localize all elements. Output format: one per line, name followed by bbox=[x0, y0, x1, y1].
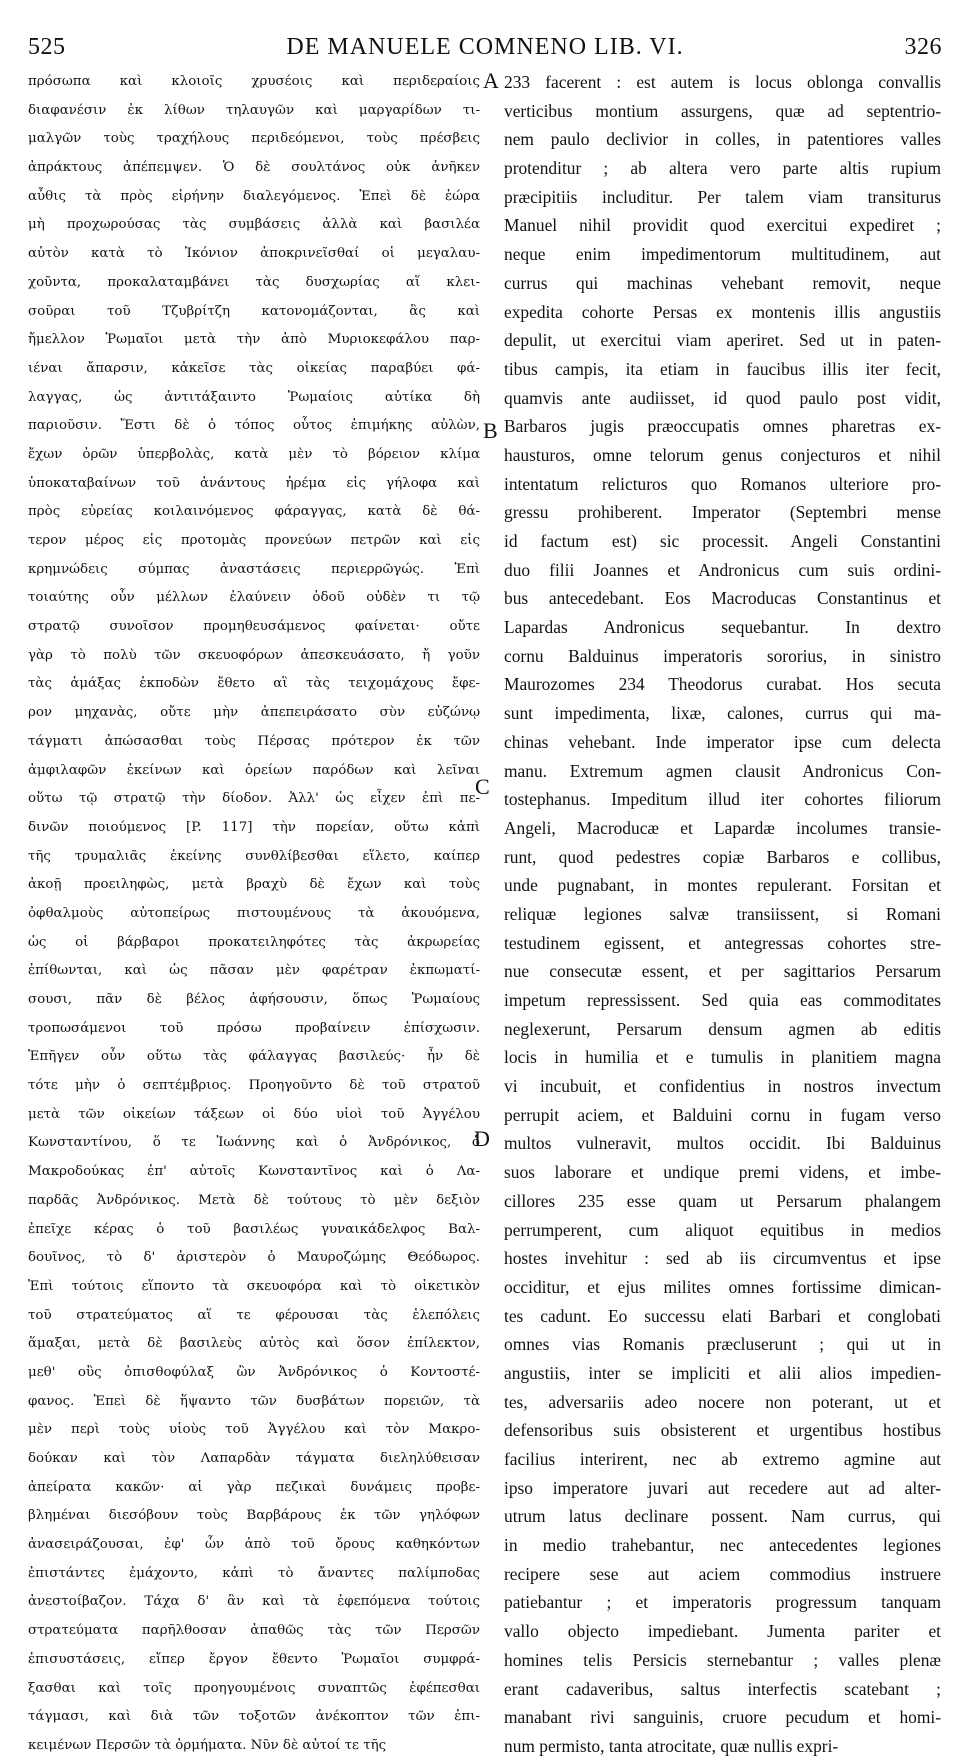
greek-text-line: πρόσωπα καὶ κλοιοῖς χρυσέοις καὶ περιδεραίοις bbox=[28, 74, 480, 89]
latin-text-line: gressu prohiberent. Imperator (Septembri mense bbox=[504, 502, 941, 523]
latin-text-line: tostephanus. Impeditum illud iter cohortes filiorum bbox=[504, 789, 941, 810]
latin-text-line: bus antecedebant. Eos Macroducas Constantinus et bbox=[504, 588, 941, 609]
latin-text-line: facilius interirent, nec ab extremo agmine aut bbox=[504, 1449, 941, 1469]
greek-text-column bbox=[28, 68, 480, 1761]
greek-text-line: ιέναι ἄπαρσιν, κἀκεῖσε τὰς οἰκείας παραβύει φά- bbox=[28, 360, 480, 376]
latin-text-line: manu. Extremum agmen clausit Andronicus Con- bbox=[504, 760, 941, 781]
latin-text-line: cornu Balduinus imperatoris sororius, in sinistro bbox=[504, 645, 941, 666]
latin-text-line: nem paulo declivior in colles, in patentiores valles bbox=[504, 129, 941, 150]
greek-text-line: ρον μηχανὰς, οὔτε μὴν ἀπεπειράσατο σὺν εὐζώνῳ bbox=[28, 705, 480, 721]
greek-text-line: παρδᾶς Ἀνδρόνικος. Μετὰ δὲ τούτους τὸ μὲν δεξιὸν bbox=[28, 1192, 480, 1208]
greek-text-line: τῆς τρυμαλιᾶς ἐκείνης συνθλίβεσθαι εἵλετο, καίπερ bbox=[28, 848, 480, 864]
greek-text-line: λαγγας, ὡς ἀντιτάξαιντο Ῥωμαίοις αὐτίκα δὴ bbox=[28, 389, 480, 405]
latin-text-line: vi incubuit, et confidentius in nostros invectum bbox=[504, 1076, 941, 1097]
greek-text-line: ἀμφιλαφῶν ἐκείνων καὶ ὀρείων παρόδων καὶ λεῖναι bbox=[28, 762, 480, 778]
latin-text-line: ipso imperatore juvari aut recedere aut ad alter- bbox=[504, 1477, 941, 1498]
greek-text-line: Κωνσταντίνου, ὅ τε Ἰωάννης καὶ ὁ Ἀνδρόνικος, ὁ bbox=[28, 1135, 480, 1151]
greek-text-line: τάγματι ἀπώσασθαι τοὺς Πέρσας πρότερον ἐκ τῶν bbox=[28, 733, 480, 749]
latin-text-line: tes cadunt. Eo successu elati Barbari et conglobati bbox=[504, 1305, 941, 1326]
latin-text-line: Angeli, Macroducæ et Lapardæ incolumes transie- bbox=[504, 817, 941, 838]
latin-text-line: suos laborare et undique premi videns, et imbe- bbox=[504, 1162, 941, 1183]
latin-text-line: tes, adversariis adeo nocere non poterant, ut et bbox=[504, 1391, 941, 1412]
latin-text-line: recipere sese aut aciem commodius instruere bbox=[504, 1563, 941, 1584]
latin-text-column bbox=[504, 68, 941, 1761]
latin-text-line: protenditur ; ab altera vero parte altis rupium bbox=[504, 158, 941, 179]
greek-text-line: μετὰ τῶν οἰκείων τάξεων οἱ δύο υἱοὶ τοῦ Ἀγγέλου bbox=[28, 1106, 480, 1122]
latin-text-line: neque enim impedimentorum multitudinem, aut bbox=[504, 244, 941, 265]
latin-text-line: intentatum relicturos quo Romanos ulteriore pro- bbox=[504, 473, 941, 494]
greek-text-line: σουσι, πᾶν δὲ βέλος ἀφήσουσιν, ὅπως Ῥωμαίους bbox=[28, 992, 480, 1007]
latin-text-line: unde pugnabant, in montes repulerant. Forsitan et bbox=[504, 875, 941, 896]
greek-text-line: ἐπεῖχε κέρας ὁ τοῦ βασιλέως γυναικάδελφος Βαλ- bbox=[28, 1221, 480, 1237]
greek-text-line: ἀνεστοίβαζον. Τάχα δ' ἂν καὶ τὰ ἑφεπόμενα τούτοις bbox=[28, 1594, 480, 1610]
latin-text-line: id factum est) sic processit. Angeli Constantini bbox=[504, 531, 941, 551]
greek-text-line: ἐπίθωνται, καὶ ὡς πᾶσαν μὲν φαρέτραν ἐκπωματί- bbox=[28, 963, 480, 979]
greek-text-line: αὖθις τὰ πρὸς εἰρήνην διαλεγόμενος. Ἐπεὶ δὲ ἑώρα bbox=[28, 188, 480, 204]
latin-text-line: locis in humilia et e tumulis in planitiem magna bbox=[504, 1047, 941, 1068]
latin-text-line: impetum repressissent. Sed quia eas commoditates bbox=[504, 990, 941, 1010]
greek-text-line: στρατεύματα παρῆλθοσαν ἀπαθῶς τὰς τῶν Περσῶν bbox=[28, 1623, 480, 1639]
latin-text-line: sunt impedimenta, lixæ, calones, currus qui ma- bbox=[504, 703, 941, 724]
greek-text-line: τροπωσάμενοι τοῦ πρόσω προβαίνειν ἐπίσχωσιν. bbox=[28, 1020, 480, 1036]
greek-text-line: κρημνώδεις σύμπας ἀναστάσεις περιερρῶγώς. Ἐπὶ bbox=[28, 561, 480, 577]
greek-text-line: οὕτω τῷ στρατῷ τὴν δίοδον. Ἀλλ' ὡς εἶχεν ἐπὶ πε- bbox=[28, 791, 480, 807]
latin-text-line: vallo objecto impediebant. Jumenta pariter et bbox=[504, 1621, 941, 1642]
greek-text-line: διαφανέσιν ἐκ λίθων τηλαυγῶν καὶ μαργαρίδων τι- bbox=[28, 102, 480, 118]
greek-text-line: ὡς οἱ βάρβαροι προκατειληφότες τὰς ἀκρωρείας bbox=[28, 934, 480, 950]
greek-text-line: δούκαν καὶ τὸν Λαπαρδὰν τάγματα διεληλύθεισαν bbox=[28, 1451, 480, 1466]
latin-text-line: runt, quod pedestres copiæ Barbaros e collibus, bbox=[504, 846, 941, 867]
latin-text-line: expedita cohorte Persas ex montenis illis angustiis bbox=[504, 301, 941, 322]
latin-text-line: angustiis, inter se impliciti et alii alios impedien- bbox=[504, 1362, 941, 1383]
greek-text-line: μὴ προχωρούσας τὰς συμβάσεις ἀλλὰ καὶ βασιλέα bbox=[28, 217, 480, 233]
margin-letter-b: B bbox=[483, 418, 498, 443]
latin-text-line: tibus campis, ita etiam in faucibus illis iter fecit, bbox=[504, 358, 941, 379]
greek-text-line: ἀνασειράζουσαι, ἐφ' ὧν ἀπὸ τοῦ ὄρους καθηκόντων bbox=[28, 1537, 480, 1553]
latin-text-line: manabant rivi sanguinis, cruore pecudum et homi- bbox=[504, 1707, 941, 1728]
latin-text-line: cillores 235 esse quam ut Persarum phalangem bbox=[504, 1190, 941, 1211]
latin-text-line: Barbaros jugis præoccupatis omnes pharetras ex- bbox=[504, 416, 941, 437]
margin-letter-a: A bbox=[483, 68, 499, 93]
latin-text-line: hausturos, omne telorum genus conjecturos et nihil bbox=[504, 444, 941, 465]
greek-text-line: ἅμαξαι, μετὰ δὲ βασιλεὺς αὐτὸς καὶ ὅσον ἐπίλεκτον, bbox=[28, 1336, 480, 1352]
latin-text-line: homines telis Persicis sternebantur ; valles plenæ bbox=[504, 1649, 941, 1670]
latin-text-line: verticibus montium assurgens, quæ ad septentrio- bbox=[504, 100, 941, 121]
latin-text-line: perrupit aciem, et Balduini cornu in fugam verso bbox=[504, 1104, 941, 1125]
greek-text-line: στρατῷ συνοῖσον προμηθευσάμενος φαίνεται· οὔτε bbox=[28, 619, 480, 635]
greek-text-line: ἔχων ὀρῶν ὑπερβολὰς, κατὰ μὲν τὸ βόρειον κλίμα bbox=[28, 446, 480, 462]
latin-text-line: testudinem egissent, et antegressas cohortes stre- bbox=[504, 932, 941, 953]
greek-text-line: ἤμελλον Ῥωμαῖοι μετὰ τὴν ἀπὸ Μυριοκεφάλου παρ- bbox=[28, 332, 480, 348]
greek-text-line: τότε μὴν ὁ σεπτέμβριος. Προηγοῦντο δὲ τοῦ στρατοῦ bbox=[28, 1078, 480, 1094]
page-number-right: 326 bbox=[904, 34, 942, 60]
greek-text-line: μὲν περὶ τοὺς υἱοὺς τοῦ Ἀγγέλου καὶ τὸν Μακρο- bbox=[28, 1422, 480, 1438]
greek-text-line: πρὸς εὐρείας κοιλαινόμενος φάραγγας, κατὰ δὲ θά- bbox=[28, 504, 480, 520]
latin-text-line: 233 facerent : est autem is locus oblonga convallis bbox=[504, 72, 941, 92]
greek-text-line: γὰρ τὸ πολὺ τῶν σκευοφόρων ἀπεσκευάσατο, ἤ γοῦν bbox=[28, 647, 480, 663]
greek-text-line: σοῦραι τοῦ Τζυβρίτζη κατονομάζονται, ἃς καὶ bbox=[28, 303, 480, 319]
latin-text-line: multos vulneravit, multos occidit. Ibi Balduinus bbox=[504, 1133, 941, 1154]
latin-text-line: chinas vehebant. Inde imperator ipse cum delecta bbox=[504, 731, 941, 752]
greek-text-line: ὀφθαλμοὺς αὐτοπείρως πιστουμένους τὰ ἀκουόμενα, bbox=[28, 905, 480, 921]
greek-text-line: ἐπισυστάσεις, εἴπερ ἔργον ἔθεντο Ῥωμαῖοι συμφρά- bbox=[28, 1651, 480, 1667]
greek-text-line: δινῶν ποιούμενος [P. 117] τὴν πορείαν, οὕτω κἀπὶ bbox=[28, 819, 480, 835]
latin-text-line: reliquæ legiones salvæ transiissent, si Romani bbox=[504, 903, 941, 924]
greek-text-line: Ἐπὶ τούτοις εἵποντο τὰ σκευοφόρα καὶ τὸ οἰκετικὸν bbox=[28, 1278, 480, 1294]
latin-text-line: perrumperent, cum aliquot equitibus in medios bbox=[504, 1219, 941, 1240]
latin-text-line: quamvis ante audiisset, id quod paulo post vidit, bbox=[504, 387, 941, 408]
latin-text-line: Maurozomes 234 Theodorus curabat. Hos secuta bbox=[504, 674, 941, 695]
page-number-left: 525 bbox=[28, 34, 66, 60]
latin-text-line: depulit, ut exercitui viam aperiret. Sed ut in paten- bbox=[504, 330, 941, 351]
greek-text-line: χοῦντα, προκαλαταμβάνει τὰς δυσχωρίας αἵ κλει- bbox=[28, 274, 480, 290]
greek-text-line: μαλγῶν τοὺς τραχήλους περιδεόμενοι, τοὺς πρέσβεις bbox=[28, 131, 480, 147]
greek-text-line: δουῖνος, τὸ δ' ἀριστερὸν ὁ Μαυροζώμης Θεόδωρος. bbox=[28, 1250, 480, 1266]
greek-text-line: κειμένων Περσῶν τὰ ὁρμήματα. Νῦν δὲ αὐτοί τε τῆς bbox=[28, 1737, 387, 1753]
greek-text-line: μεθ' οὓς ὀπισθοφύλαξ ὢν Ἀνδρόνικος ὁ Κοντοστέ- bbox=[28, 1364, 480, 1380]
latin-text-line: præcipitiis includitur. Per talem viam transiturus bbox=[504, 186, 941, 207]
greek-text-line: βλημέναι διεσόβουν τοὺς Βαρβάρους ἐκ τῶν γηλόφων bbox=[28, 1508, 480, 1524]
greek-text-line: ὑποκαταβαίνων τοῦ ἀνάντους ἠρέμα εἰς γήλοφα καὶ bbox=[28, 475, 480, 491]
greek-text-line: φανος. Ἐπεὶ δὲ ἥψαντο τῶν δυσβάτων πορειῶν, τὰ bbox=[28, 1393, 480, 1409]
greek-text-line: τὰς ἁμάξας ἐκποδὼν ἔθετο αἳ τὰς τειχομάχους ἔφε- bbox=[28, 676, 480, 692]
latin-text-line: occiditur, et ejus milites omnes fortissime dimican- bbox=[504, 1276, 941, 1297]
greek-text-line: τοιαύτης οὖν μέλλων ἐλαύνειν ὁδοῦ οὐδὲν τι τῷ bbox=[28, 590, 480, 606]
latin-text-line: utrum latus declinare possent. Nam currus, qui bbox=[504, 1506, 941, 1527]
latin-text-line: hostes invehitur : sed ab iis circumventus et ipse bbox=[504, 1248, 941, 1269]
latin-text-line: in medio trahebantur, nec antecedentes legiones bbox=[504, 1535, 941, 1556]
latin-text-line: currus qui machinas vehebant removit, neque bbox=[504, 272, 941, 293]
greek-text-line: ἀκοῇ προειληφὼς, μετὰ βραχὺ δὲ ἔχων καὶ τοὺς bbox=[28, 877, 480, 893]
margin-letter-d: D bbox=[474, 1126, 490, 1151]
latin-text-line: num permisto, tanta atrocitate, quæ nullis expri- bbox=[504, 1735, 839, 1756]
page-header bbox=[28, 34, 942, 64]
greek-text-line: ξασθαι καὶ τοῖς προηγουμένοις συναπτῶς ἐφέπεσθαι bbox=[28, 1680, 480, 1696]
greek-text-line: ἐπιστάντες ἐμάχοντο, κἀπὶ τὸ ἄναντες παλίμποδας bbox=[28, 1565, 480, 1581]
latin-text-line: duo filii Joannes et Andronicus cum suis ordini- bbox=[504, 559, 941, 580]
greek-text-line: τάγμασι, καὶ διὰ τῶν τοξοτῶν ἀνέκοπτον τῶν ἐπι- bbox=[28, 1709, 480, 1725]
greek-text-line: Ἐπῆγεν οὖν οὕτω τὰς φάλαγγας βασιλεύς· ἦν δὲ bbox=[28, 1049, 480, 1065]
latin-text-line: omnes vias Romanis præcluserunt ; qui ut in bbox=[504, 1334, 941, 1355]
latin-text-line: Lapardas Andronicus sequebantur. In dextro bbox=[504, 617, 941, 638]
latin-text-line: Manuel nihil providit quod exercitui expediret ; bbox=[504, 215, 941, 236]
greek-text-line: Μακροδούκας ἐπ' αὐτοῖς Κωνσταντῖνος καὶ ὁ Λα- bbox=[28, 1164, 480, 1180]
greek-text-line: ἀπράκτους ἀπέπεμψεν. Ὁ δὲ σουλτάνος οὐκ ἀνῆκεν bbox=[28, 160, 480, 176]
margin-letter-c: C bbox=[475, 774, 490, 799]
greek-text-line: αὐτὸν κατὰ τὸ Ἰκόνιον ἀποκρινεῖσθαί οἱ μεγαλαυ- bbox=[28, 246, 480, 262]
greek-text-line: ἀπείρατα κακῶν· αἱ γὰρ πεζικαὶ δυνάμεις προβε- bbox=[28, 1479, 480, 1495]
latin-text-line: erant cadaveribus, saltus interfectis scatebant ; bbox=[504, 1678, 941, 1699]
greek-text-line: τερον μέρος εἰς προτομὰς προνεύων πετρῶν καὶ εἰς bbox=[28, 533, 480, 548]
latin-text-line: patiebantur ; et imperatoris progressum tanquam bbox=[504, 1592, 941, 1613]
latin-text-line: defensoribus suis obsisterent et urgentibus hostibus bbox=[504, 1420, 941, 1441]
greek-text-line: τοῦ στρατεύματος αἵ τε φέρουσαι τὰς ἑλεπόλεις bbox=[28, 1307, 480, 1323]
latin-text-line: neglexerunt, Persarum densum agmen ab editis bbox=[504, 1018, 941, 1039]
greek-text-line: παριοῦσιν. Ἔστι δὲ ὁ τόπος οὗτος ἐπιμήκης αὐλὼν, bbox=[28, 418, 480, 434]
latin-text-line: nue consecutæ essent, et per sagittarios Persarum bbox=[504, 961, 941, 982]
running-title: DE MANUELE COMNENO LIB. VI. bbox=[286, 34, 684, 60]
